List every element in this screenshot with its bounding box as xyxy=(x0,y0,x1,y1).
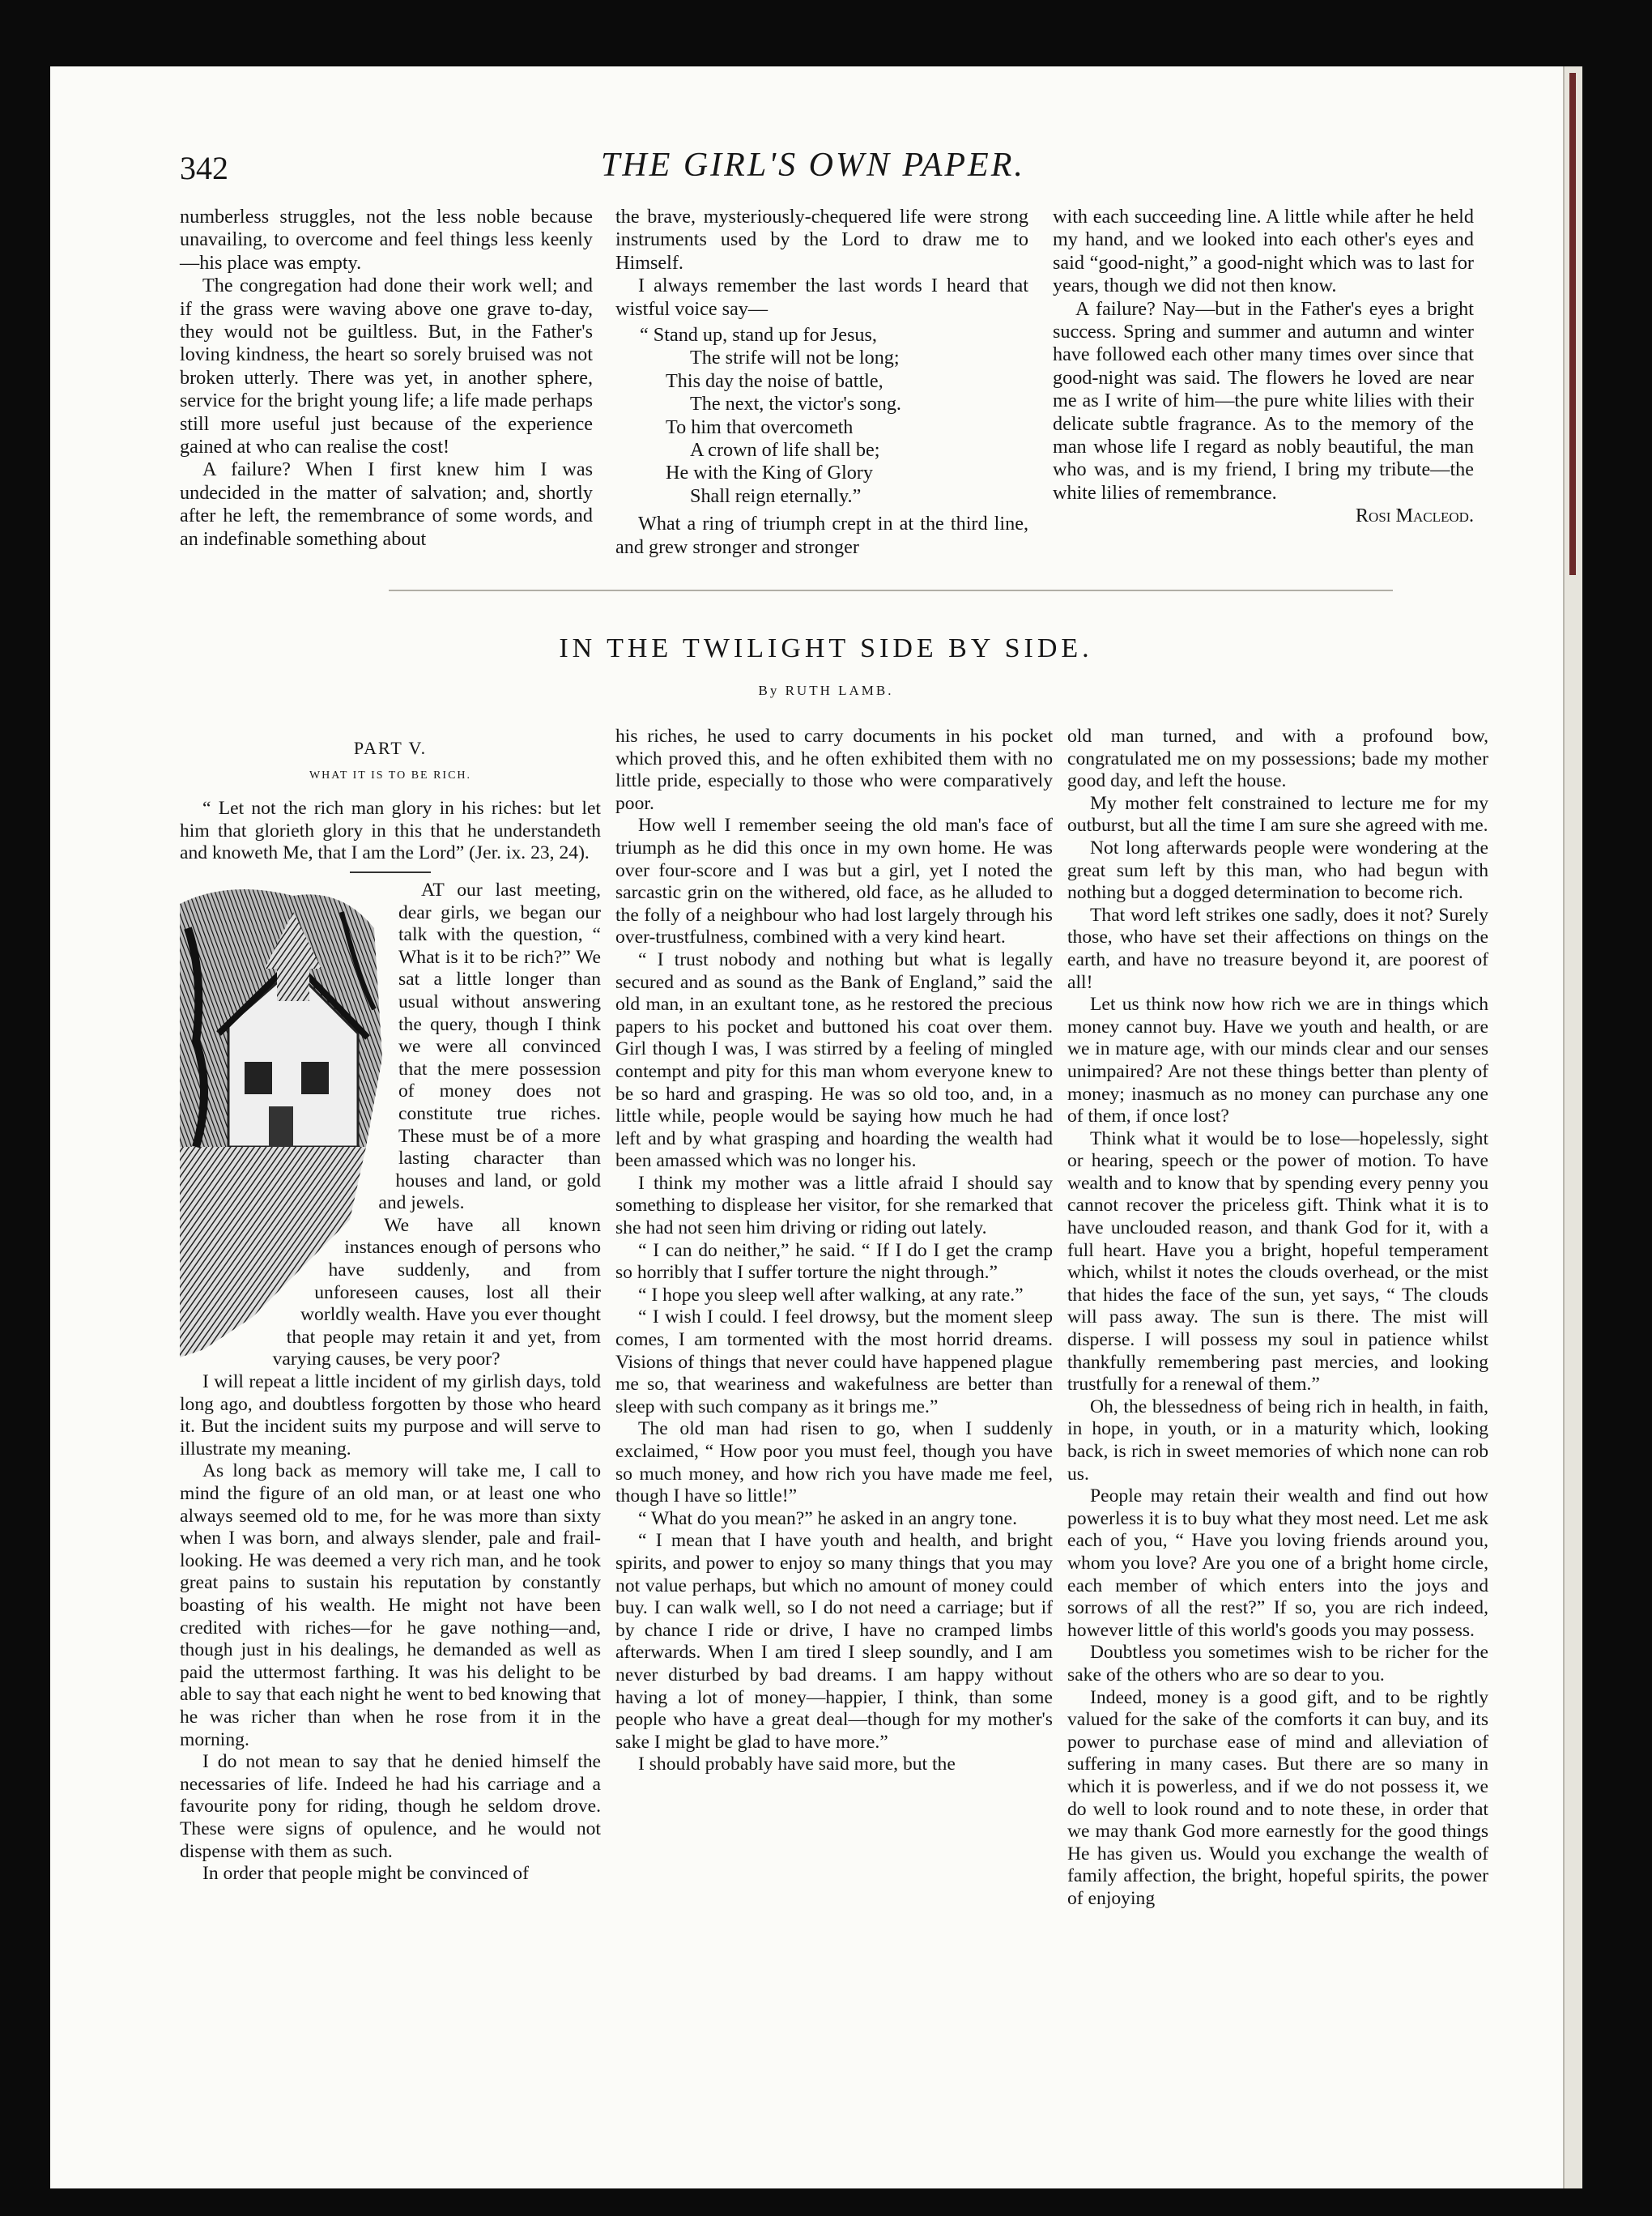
paragraph: We have all known instances enough of persons who have suddenly, and from unforeseen causes, lost all their worldly wealth. Have you ever thought that people may retain it and yet, from varying causes, be very poor? xyxy=(272,1214,601,1370)
article-column-3 xyxy=(1067,726,1488,1910)
paragraph: What a ring of triumph crept in at the third line, and grew stronger and stronger xyxy=(615,513,1028,558)
paragraph: numberless struggles, not the less noble because unavailing, to overcome and feel things less keenly—his place was empty. xyxy=(180,206,593,274)
paragraph: AT our last meeting, dear girls, we began our talk with the question, “ What is it to be rich?” We sat a little longer than usual without answering the query, though I think we were all convinced that the mere possession of money does not constitute true riches. These must be of a more lasting character than houses and land, or gold and jewels. xyxy=(378,879,601,1214)
paragraph: Let us think now how rich we are in things which money cannot buy. Have we youth and health, or are we in mature age, with our minds clear and our senses unimpaired? Are not these things better than plenty of money; inasmuch as no money can purchase any one of them, if once lost? xyxy=(1067,994,1488,1127)
page-number: 342 xyxy=(180,150,228,186)
paragraph: “ I mean that I have youth and health, and bright spirits, and power to enjoy so many things that you may not value perhaps, but which no amount of money could buy. I can walk well, so I do not need a carriage; but if by chance I ride or drive, I have no cramped limbs afterwards. When I am tired I sleep soundly, and I am never disturbed by bad dreams. I am happy without having a lot of money—happier, I think, than some people who have a great deal—though for my mother's sake I might be glad to have more.” xyxy=(615,1530,1053,1753)
paragraph: “ I trust nobody and nothing but what is legally secured and as sound as the Bank of England,” said the old man, in an exultant tone, as he restored the precious papers to his pocket and buttoned his coat over them. Girl though I was, I was stirred by a feeling of mingled contempt and pity for this man whom everyone knew to be so hard and grasping. He was so old too, and, in a little while, people would be saying how much he had left and by what grasping and hoarding the wealth had been amassed which was no longer his. xyxy=(615,948,1053,1172)
paragraph: How well I remember seeing the old man's face of triumph as he did this once in my own home. He was over four-score and I was but a girl, yet I noted the sarcastic grin on the withered, old face, as he alluded to the folly of a neighbour who had lost largely through his over-trustfulness, combined with a very kind heart. xyxy=(615,815,1053,948)
verse-line: Shall reign eternally.” xyxy=(690,484,862,507)
paragraph: I always remember the last words I heard that wistful voice say— xyxy=(615,275,1028,320)
article-column-1 xyxy=(180,732,601,1886)
verse-line: To him that overcometh xyxy=(666,416,854,438)
paragraph: That word left strikes one sadly, does it not? Surely those, who have set their affections on things on the earth, and have no treasure beyond it, are poorest of all! xyxy=(1067,904,1488,993)
article-column-2 xyxy=(615,726,1053,1776)
verse-line: “ Stand up, stand up for Jesus, xyxy=(640,324,877,347)
paragraph: “ I can do neither,” he said. “ If I do I get the cramp so horribly that I suffer torture the night through.” xyxy=(615,1239,1053,1284)
paragraph: with each succeeding line. A little while after he held my hand, and we looked into each other's eyes and said “good-night,” a good-night which was to last for years, though we did not then know. xyxy=(1053,206,1474,297)
paragraph: A failure? Nay—but in the Father's eyes a bright success. Spring and summer and autumn and winter have followed each other many times over since that good-night was said. The flowers he loved are near me as I write of him—the pure white lilies with their delicate subtle fragrance. As to the memory of the man whose life I regard as nobly beautiful, the man who was, and is my friend, I bring my tribute—the white lilies of remembrance. xyxy=(1053,297,1474,504)
top-column-1 xyxy=(180,206,593,551)
paragraph: “ I hope you sleep well after walking, at any rate.” xyxy=(638,1284,1024,1306)
paragraph: As long back as memory will take me, I call to mind the figure of an old man, or at least one who always seemed old to me, for he was more than sixty when I was born, and always slender, pale and frail-looking. He was deemed a very rich man, and he took great pains to sustain his reputation by constantly boasting of his wealth. He might not have been credited with riches—for he gave nothing—and, though just in his dealings, he demanded as well as paid the uttermost farthing. It was his delight to be able to say that each night he went to bed knowing that he was richer than when he rose from it in the morning. xyxy=(180,1460,601,1750)
paragraph: “ I wish I could. I feel drowsy, but the moment sleep comes, I am tormented with the most horrid dreams. Visions of things that never could have happened plague me so, that weariness and wakefulness are better than sleep with such company as it brings me.” xyxy=(615,1306,1053,1417)
paragraph: In order that people might be convinced of xyxy=(202,1863,529,1885)
part-heading: PART V. xyxy=(353,738,428,758)
paragraph: his riches, he used to carry documents in his pocket which proved this, and he often exhibited them with no little pride, especially to those who were comparatively poor. xyxy=(615,726,1053,814)
binding-strip xyxy=(1569,73,1576,575)
verse-line: The strife will not be long; xyxy=(690,347,900,369)
paragraph: People may retain their wealth and find out how powerless it is to buy what they most need. Let me ask each of you, “ Have you loving friends around you, whom you love? Are you one of a bright home circle, each member of which enters into the joys and sorrows of all the rest?” If so, you are rich indeed, however little of this world's goods you may possess. xyxy=(1067,1485,1488,1641)
top-column-2 xyxy=(615,206,1028,559)
article-byline: By RUTH LAMB. xyxy=(758,683,894,698)
top-column-3 xyxy=(1053,206,1474,528)
paragraph: Indeed, money is a good gift, and to be rightly valued for the sake of the comforts it can buy, and its power to purchase ease of mind and alleviation of suffering in many cases. But there are so many in which it is powerless, and if we do not possess it, we do well to look round and to note these, in order that we may thank God more earnestly for the good things He has given us. Would you exchange the wealth of family affection, the bright, hopeful spirits, the power of enjoying xyxy=(1067,1686,1488,1909)
paragraph: Oh, the blessedness of being rich in health, in faith, in hope, in youth, or in a maturity which, looking back, is rich in sweet memories of which none can rob us. xyxy=(1067,1396,1488,1485)
verse-line: He with the King of Glory xyxy=(666,462,873,484)
part-subheading: WHAT IT IS TO BE RICH. xyxy=(309,769,472,782)
paragraph: I do not mean to say that he denied himself the necessaries of life. Indeed he had his carriage and a favourite pony for riding, though he seldom drove. These were signs of opulence, and he would not dispense with them as such. xyxy=(180,1751,601,1862)
paragraph: The congregation had done their work well; and if the grass were waving above one grave to-day, they would not be guiltless. But, in the Father's loving kindness, the heart so sorely bruised was not broken utterly. There was yet, in another sphere, service for the bright young life; a life made perhaps still more useful just because of the experience gained at who can realise the cost! xyxy=(180,275,593,458)
paragraph: old man turned, and with a profound bow, congratulated me on my possessions; bade my mother good day, and left the house. xyxy=(1067,726,1488,792)
running-header xyxy=(180,146,1492,191)
hymn-verse xyxy=(615,324,1028,508)
paragraph: the brave, mysteriously-chequered life were strong instruments used by the Lord to draw me to Himself. xyxy=(615,206,1028,274)
section-divider xyxy=(389,590,1393,591)
article-title: IN THE TWILIGHT SIDE BY SIDE. xyxy=(559,633,1093,663)
epigraph-rule xyxy=(350,871,431,873)
paragraph: Doubtless you sometimes wish to be richer for the sake of the others who are so dear to you. xyxy=(1067,1642,1488,1685)
verse-line: A crown of life shall be; xyxy=(690,439,880,462)
author-signature: Rosi Macleod. xyxy=(1355,505,1474,527)
paragraph: A failure? When I first knew him I was undecided in the matter of salvation; and, shortly after he left, the remembrance of some words, and an indefinable something about xyxy=(180,458,593,550)
paragraph: “ What do you mean?” he asked in an angry tone. xyxy=(638,1507,1017,1529)
paragraph: Not long afterwards people were wondering at the great sum left by this man, who had begun with nothing but a dogged determination to become rich. xyxy=(1067,837,1488,904)
epigraph: “ Let not the rich man glory in his riches: but let him that glorieth glory in this that he understandeth and knoweth Me, that I am the Lord” (Jer. ix. 23, 24). xyxy=(180,798,601,864)
paper-title: THE GIRL'S OWN PAPER. xyxy=(601,147,1025,184)
paragraph: My mother felt constrained to lecture me for my outburst, but all the time I am sure she agreed with me. xyxy=(1067,792,1488,837)
paragraph: I think my mother was a little afraid I should say something to displease her visitor, for she remarked that she had not seen him driving or riding out lately. xyxy=(615,1172,1053,1239)
paragraph: I should probably have said more, but the xyxy=(638,1754,956,1775)
paragraph: The old man had risen to go, when I suddenly exclaimed, “ How poor you must feel, though you have so much money, and how rich you have made me feel, though I have so little!” xyxy=(615,1418,1053,1507)
paragraph: I will repeat a little incident of my girlish days, told long ago, and doubtless forgotten by those who heard it. But the incident suits my purpose and will serve to illustrate my meaning. xyxy=(180,1371,601,1460)
verse-line: The next, the victor's song. xyxy=(690,393,901,416)
paragraph: Think what it would be to lose—hopelessly, sight or hearing, speech or the power of motion. To have wealth and to know that by spending every penny you cannot recover the priceless gift. Think what it is to have unclouded reason, and thank God for it, with a full heart. Have you a bright, hopeful temperament which, whilst it notes the clouds overhead, or the mist that hides the face of the sun, yet says, “ The clouds will pass away. The sun is there. The mist will disperse. I will possess my soul in patience whilst thankfully remembering past mercies, and looking trustfully for a renewal of them.” xyxy=(1067,1127,1488,1396)
verse-line: This day the noise of battle, xyxy=(666,369,883,392)
